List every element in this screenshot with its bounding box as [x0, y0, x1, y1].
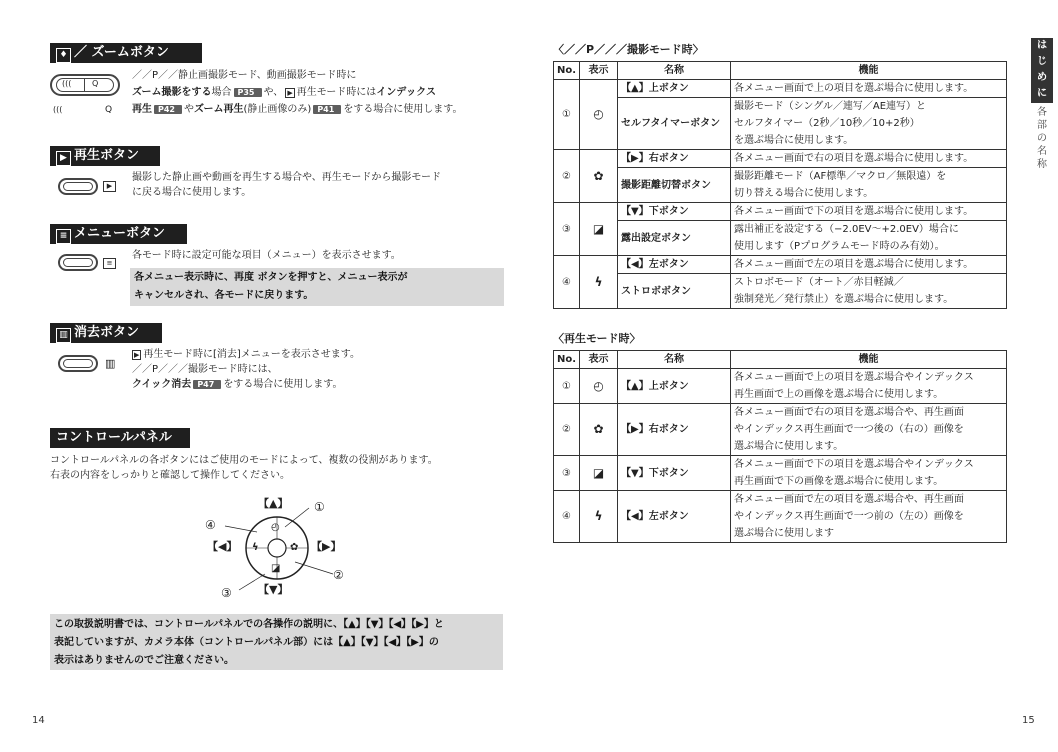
row-function: 各メニュー画面で右の項目を選ぶ場合や、再生画面 やインデックス再生画面で一つ後の（右の）画像を 選ぶ場合に使用します。 [731, 404, 1007, 456]
row-no: ② [554, 404, 580, 456]
table-header-row [554, 351, 1007, 369]
header-no: No. [554, 351, 580, 369]
self-timer-icon: ◴ [271, 522, 280, 533]
down-label: 【▼】 [258, 583, 289, 596]
exposure-icon: ◪ [271, 563, 281, 574]
page-ref-p35[interactable]: P35 [234, 88, 262, 97]
row-name: 【▲】上ボタン [618, 80, 731, 98]
tele-label: Q [92, 79, 99, 88]
row-name: 【▼】下ボタン [618, 456, 731, 491]
control-note: この取扱説明書では、コントロールパネルでの各操作の説明に、【▲】【▼】【◀】【▶】と 表記していますが、カメラ本体（コントロールパネル部）には【▲】【▼】【◀】【▶】の 表示はありませんのでご注意ください。 [50, 614, 503, 670]
zoom-line-2: ズーム撮影をする場合 P35 や、 ▶ 再生モード時にはインデックス [132, 87, 437, 98]
header-name: 名称 [618, 351, 731, 369]
table-row [554, 203, 1007, 221]
self-timer-icon: ◴ [580, 369, 618, 404]
play-button-icon: ▶ [103, 181, 116, 192]
tele-icon-small: Q [105, 105, 113, 115]
callout-2: ② [333, 568, 344, 582]
flash-icon: ϟ [252, 542, 259, 553]
callout-3: ③ [221, 586, 232, 600]
table-row [554, 256, 1007, 274]
menu-button-icon: ≡ [103, 258, 116, 269]
chapter-subtitle: 各 部 の 名 称 [1037, 107, 1047, 170]
delete-button-icon: ▥ [105, 357, 116, 370]
row-function: 各メニュー画面で右の項目を選ぶ場合に使用します。 [731, 150, 1007, 168]
page-ref-p41[interactable]: P41 [313, 105, 341, 114]
delete-button-illustration [58, 355, 98, 372]
row-function: 各メニュー画面で上の項目を選ぶ場合やインデックス 再生画面で上の画像を選ぶ場合に使用します。 [731, 369, 1007, 404]
chapter-tab[interactable]: は じ め に [1031, 38, 1053, 103]
wide-icon: ((( [53, 105, 63, 114]
play-small-icon: ▶ [134, 351, 140, 359]
row-no: ② [554, 150, 580, 203]
play-icon: ▶ [56, 151, 71, 166]
control-section-title: コントロールパネル [50, 428, 190, 448]
row-function: 各メニュー画面で下の項目を選ぶ場合やインデックス 再生画面で下の画像を選ぶ場合に使用します。 [731, 456, 1007, 491]
control-description: コントロールパネルの各ボタンにはご使用のモードによって、複数の役割があります。 右表の内容をしっかりと確認して操作してください。 [50, 455, 438, 481]
row-no: ③ [554, 456, 580, 491]
macro-icon: ✿ [580, 150, 618, 203]
table-header-row [554, 62, 1007, 80]
exposure-icon: ◪ [580, 203, 618, 256]
menu-note: 各メニュー表示時に、再度 ボタンを押すと、メニュー表示が キャンセルされ、各モードに戻ります。 [130, 268, 504, 306]
play-small-icon: ▶ [287, 89, 293, 97]
table-row [554, 369, 1007, 404]
self-timer-icon: ◴ [580, 80, 618, 150]
header-function: 機能 [731, 62, 1007, 80]
zoom-section-title: ♦ ／ ズームボタン [50, 43, 202, 63]
header-function: 機能 [731, 351, 1007, 369]
flash-icon: ϟ [580, 491, 618, 543]
table1-title: 〈／／P／／／撮影モード時〉 [553, 43, 704, 56]
table-row [554, 274, 1007, 309]
table-row [554, 150, 1007, 168]
page-ref-p42[interactable]: P42 [154, 105, 182, 114]
left-label: 【◀】 [207, 540, 238, 553]
header-icon: 表示 [580, 351, 618, 369]
table-row [554, 98, 1007, 150]
exposure-icon: ◪ [580, 456, 618, 491]
wide-label: ((( [62, 79, 72, 88]
table-row [554, 404, 1007, 456]
menu-section-title: ≡ メニューボタン [50, 224, 187, 244]
row-name: 露出設定ボタン [618, 221, 731, 256]
tele-icon: ♦ [56, 48, 71, 63]
page-number-left: 14 [32, 715, 45, 726]
row-no: ③ [554, 203, 580, 256]
row-name: セルフタイマーボタン [618, 98, 731, 150]
macro-icon: ✿ [290, 542, 299, 553]
row-function: ストロボモード（オート／赤目軽減／ 強制発光／発行禁止）を選ぶ場合に使用します。 [731, 274, 1007, 309]
playback-mode-table [553, 350, 1007, 543]
table2-title: 〈再生モード時〉 [553, 332, 641, 345]
right-label: 【▶】 [311, 540, 342, 553]
play-button-illustration [58, 178, 98, 195]
header-name: 名称 [618, 62, 731, 80]
row-name: 【▼】下ボタン [618, 203, 731, 221]
row-no: ④ [554, 256, 580, 309]
table-row [554, 80, 1007, 98]
page-number-right: 15 [1022, 715, 1035, 726]
zoom-line-1: ／／P／／静止画撮影モード、動画撮影モード時に [132, 70, 357, 81]
row-function: 撮影距離モード（AF標準／マクロ／無限遠）を 切り替える場合に使用します。 [731, 168, 1007, 203]
delete-description: ▶ 再生モード時に[消去]メニューを表示させます。 ／／P／／／撮影モード時には、 クイック消去 P47 をする場合に使用します。 [132, 349, 360, 390]
row-function: 各メニュー画面で上の項目を選ぶ場合に使用します。 [731, 80, 1007, 98]
row-name: 【▶】右ボタン [618, 150, 731, 168]
table-row [554, 456, 1007, 491]
zoom-line-3: 再生 P42 やズーム再生(静止画像のみ) P41 をする場合に使用します。 [132, 104, 463, 115]
row-name: 【▲】上ボタン [618, 369, 731, 404]
shooting-mode-table [553, 61, 1007, 309]
header-icon: 表示 [580, 62, 618, 80]
row-no: ① [554, 80, 580, 150]
table-row [554, 168, 1007, 203]
table-row [554, 221, 1007, 256]
row-name: 【◀】左ボタン [618, 256, 731, 274]
row-name: 【◀】左ボタン [618, 491, 731, 543]
row-function: 露出補正を設定する（−2.0EV〜+2.0EV）場合に 使用します（Pプログラムモード時のみ有効）。 [731, 221, 1007, 256]
callout-4: ④ [205, 518, 216, 532]
header-no: No. [554, 62, 580, 80]
row-function: 各メニュー画面で左の項目を選ぶ場合や、再生画面 やインデックス再生画面で一つ前の（左の）画像を 選ぶ場合に使用します [731, 491, 1007, 543]
row-name: 【▶】右ボタン [618, 404, 731, 456]
play-section-title: ▶ 再生ボタン [50, 146, 160, 166]
play-description: 撮影した静止画や動画を再生する場合や、再生モードから撮影モード に戻る場合に使用します。 [132, 172, 441, 198]
row-no: ④ [554, 491, 580, 543]
control-panel-diagram [205, 494, 355, 604]
row-no: ① [554, 369, 580, 404]
row-name: 撮影距離切替ボタン [618, 168, 731, 203]
row-function: 撮影モード（シングル／連写／AE連写）と セルフタイマー（2秒／10秒／10+2秒） を選ぶ場合に使用します。 [731, 98, 1007, 150]
callout-1: ① [314, 500, 325, 514]
table-row [554, 491, 1007, 543]
zoom-lever-illustration [50, 72, 122, 98]
row-name: ストロボボタン [618, 274, 731, 309]
page-ref-p47[interactable]: P47 [193, 380, 221, 389]
menu-icon: ≡ [56, 229, 71, 244]
up-label: 【▲】 [258, 497, 289, 510]
delete-section-title: ▥ 消去ボタン [50, 323, 162, 343]
menu-button-illustration [58, 254, 98, 271]
menu-description: 各モード時に設定可能な項目（メニュー）を表示させます。 [132, 250, 401, 261]
row-function: 各メニュー画面で下の項目を選ぶ場合に使用します。 [731, 203, 1007, 221]
macro-icon: ✿ [580, 404, 618, 456]
row-function: 各メニュー画面で左の項目を選ぶ場合に使用します。 [731, 256, 1007, 274]
trash-icon: ▥ [56, 328, 71, 343]
flash-icon: ϟ [580, 256, 618, 309]
